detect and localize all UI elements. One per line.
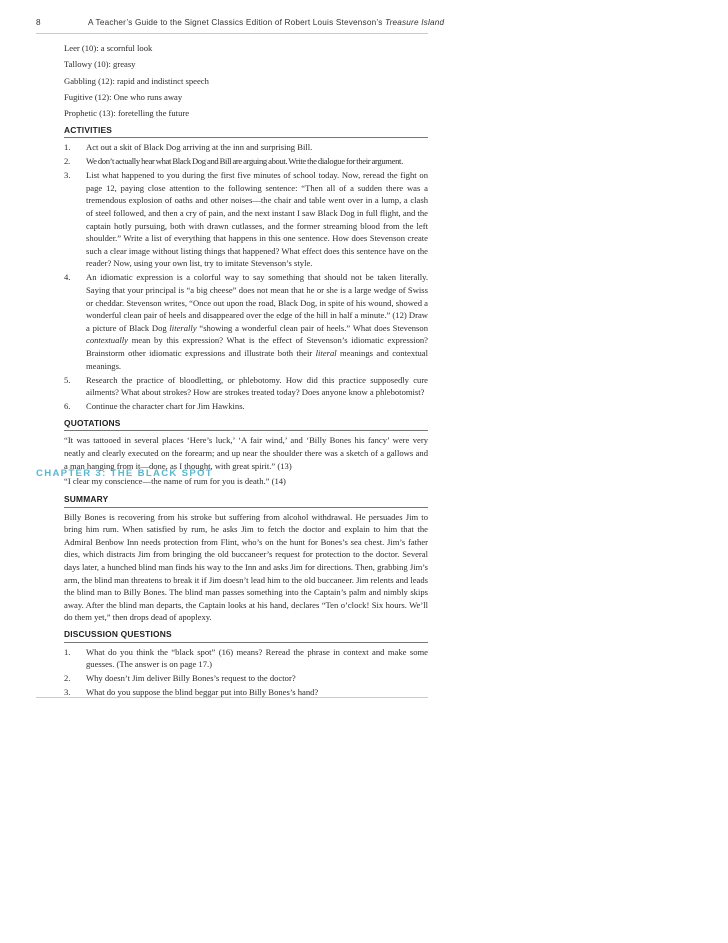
page-number: 8: [36, 18, 41, 27]
activity-item: [64, 141, 428, 154]
header-title-text: A Teacher’s Guide to the Signet Classics Edition of Robert Louis Stevenson’s: [88, 18, 385, 27]
activity-item: [64, 271, 428, 372]
item-text: List what happened to you during the first five minutes of school today. Now, reread the fight on page 12, paying close attention to the following sentence: “Then all of a sudden there was a tremendous explosion of oaths and other noises—the chair and table went over in a lump, a clash of steel followed, and then a cry of pain, and the next instant I saw Black Dog in full flight, and the captain hotly pursuing, both with drawn cutlasses, and the former streaming blood from the left shoulder.” Write a list of everything that happens in this one sentence. How does Stevenson create such a clear image without listing things that happened? What effect does this sentence have on the reader? Now, using your own list, try to imitate Stevenson’s style.: [86, 170, 428, 269]
item-text: mean by this expression? What is the effect of Stevenson’s idiomatic expression? Brainstorm other idiomatic expressions and illustrate both their: [86, 335, 428, 358]
running-header: [36, 16, 445, 34]
item-text: Continue the character chart for Jim Hawkins.: [86, 401, 245, 412]
summary-text: Billy Bones is recovering from his stroke but suffering from alcohol withdrawal. He persuades Jim to bring him rum. When satisfied by rum, he asks Jim to fetch the doctor and explain to him that the Admiral Benbow Inn needs protection from Flint, who’s on the hunt for Bones’s sea chest. Jim’s father dies, which distracts Jim from bringing the old buccaneer’s request for protection to the doctor. Several days later, a hunched blind man finds his way to the Inn and asks Jim for directions. Then, grabbing Jim’s arm, the blind man threatens to break it if Jim doesn’t lead him to the old buccaneer. Jim relents and leads the blind man to Billy Bones. The blind man passes something into the Captain’s palm and nimbly skips away. After the blind man departs, the Captain looks at his hand, declares “Ten o’clock! Six hours. We’ll do them yet,” then drops dead of apoplexy.: [64, 511, 428, 623]
item-text: We don’t actually hear what Black Dog and Bill are arguing about. Write the dialogue for their argument.: [86, 156, 403, 167]
activities-heading: ACTIVITIES: [64, 124, 428, 139]
item-number: 1.: [64, 142, 71, 153]
item-number: 4.: [64, 272, 71, 283]
vocab-item: Gabbling (12): rapid and indistinct speech: [64, 75, 209, 86]
activity-item: [64, 374, 428, 399]
quotation: “It was tattooed in several places ‘Here’s luck,’ ‘A fair wind,’ and ‘Billy Bones his fancy’ were very neatly and clearly executed on the forearm; and up near the shoulder there was a sketch of a gallows and a man hanging from it—done, as I thought, with great spirit.” (13): [64, 435, 428, 471]
item-text: “showing a wonderful clean pair of heels.” What does Stevenson: [196, 322, 428, 333]
vocab-item: Leer (10): a scornful look: [64, 43, 153, 53]
item-number: 1.: [64, 646, 71, 657]
item-number: 3.: [64, 170, 71, 181]
item-text: Research the practice of bloodletting, or phlebotomy. How did this practice supposedly cure ailments? What about strokes? How are strokes treated today? Does anyone know a phlebotomist?: [86, 374, 428, 398]
item-number: 5.: [64, 374, 71, 385]
item-text: Act out a skit of Black Dog arriving at the inn and surprising Bill.: [86, 142, 313, 153]
discussion-heading: DISCUSSION QUESTIONS: [64, 628, 428, 643]
main-column: [64, 42, 428, 491]
header-rule: [36, 33, 428, 34]
quotations-heading: QUOTATIONS: [64, 417, 428, 432]
activity-item: [64, 155, 428, 168]
quotation: “I clear my conscience—the name of rum for you is death.” (14): [64, 476, 286, 487]
item-number: 2.: [64, 673, 71, 684]
activity-item: [64, 400, 428, 413]
header-book-title: Treasure Island: [384, 18, 445, 27]
vocab-item: Tallowy (10): greasy: [64, 59, 136, 70]
item-emphasis: literal: [315, 347, 337, 358]
question-item: [64, 646, 428, 671]
item-number: 3.: [64, 687, 71, 698]
activity-item: [64, 169, 428, 270]
item-number: 6.: [64, 401, 71, 412]
chapter-title: CHAPTER 3: THE BLACK SPOT: [36, 468, 213, 479]
chapter-column: [64, 489, 428, 700]
item-text: What do you think the “black spot” (16) means? Reread the phrase in context and make some guesses. (The answer is on page 17.): [86, 646, 428, 670]
summary-heading: SUMMARY: [64, 493, 428, 508]
item-text: meanings and contextual meanings.: [86, 347, 428, 371]
item-number: 2.: [64, 156, 70, 167]
question-item: [64, 672, 428, 685]
vocab-item: Fugitive (12): One who runs away: [64, 91, 183, 102]
vocabulary-list: [64, 42, 428, 120]
discussion-list: [64, 646, 428, 699]
item-text: What do you suppose the blind beggar put into Billy Bones’s hand?: [86, 687, 319, 698]
vocab-item: Prophetic (13): foretelling the future: [64, 108, 190, 119]
item-emphasis: literally: [169, 322, 197, 333]
item-emphasis: contextually: [86, 335, 128, 346]
item-text: Why doesn’t Jim deliver Billy Bones’s request to the doctor?: [86, 673, 296, 684]
item-text: An idiomatic expression is a colorful way to say something that should not be taken literally. Saying that your principal is “a big cheese” does not mean that he or she is a large wedge of Swiss or cheddar. Stevenson writes, “Once out upon the road, Black Dog, in spite of his wound, showed a wonderful clean pair of heels and disappeared over the edge of the hill in half a minute.” (12) Draw a picture of Black Dog: [86, 272, 428, 333]
running-header-title: [88, 18, 444, 27]
footer-rule: [36, 697, 428, 698]
activities-list: [64, 141, 428, 412]
